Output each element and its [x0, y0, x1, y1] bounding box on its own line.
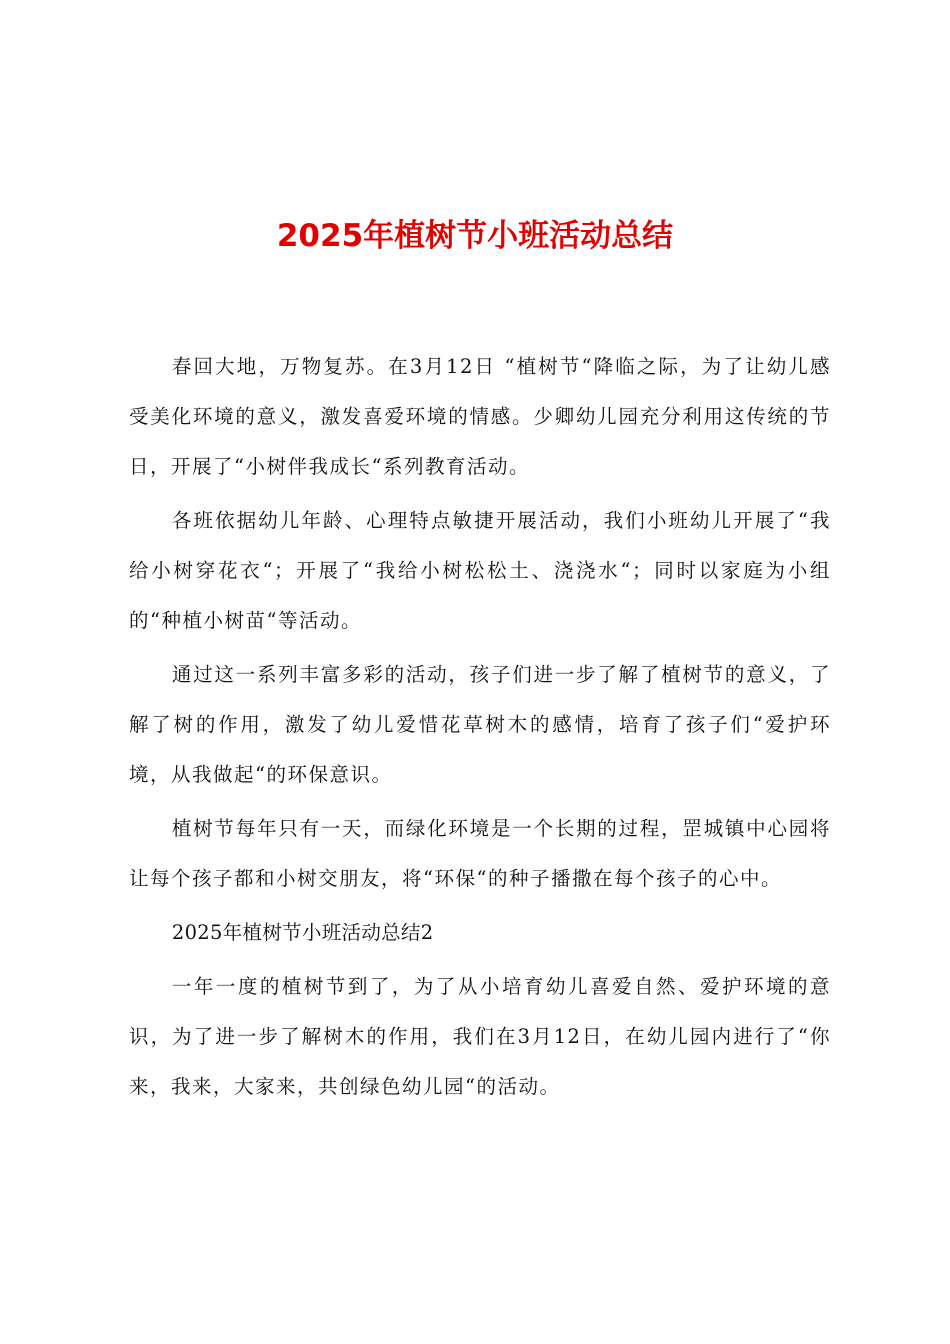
document-body — [129, 342, 831, 1116]
paragraph-intro: 春回大地，万物复苏。在3月12日 “植树节“降临之际，为了让幼儿感受美化环境的意义，激发喜爱环境的情感。少卿幼儿园充分利用这传统的节日，开展了“小树伴我成长“系列教育活动。 — [129, 355, 831, 478]
document-title: 2025年植树节小班活动总结 — [276, 218, 674, 254]
paragraph-outcomes: 通过这一系列丰富多彩的活动，孩子们进一步了解了植树节的意义，了解了树的作用，激发了幼儿爱惜花草树木的感情，培育了孩子们“爱护环境，从我做起“的环保意识。 — [129, 663, 831, 786]
paragraph-conclusion: 植树节每年只有一天，而绿化环境是一个长期的过程，罡城镇中心园将让每个孩子都和小树交朋友，将“环保“的种子播撒在每个孩子的心中。 — [129, 817, 831, 890]
section-heading-2: 2025年植树节小班活动总结2 — [171, 921, 434, 944]
paragraph-section2-intro: 一年一度的植树节到了，为了从小培育幼儿喜爱自然、爱护环境的意识，为了进一步了解树木的作用，我们在3月12日，在幼儿园内进行了“你来，我来，大家来，共创绿色幼儿园“的活动。 — [129, 975, 831, 1098]
paragraph-class-activities: 各班依据幼儿年龄、心理特点敏捷开展活动，我们小班幼儿开展了“我给小树穿花衣“；开展了“我给小树松松土、浇浇水“；同时以家庭为小组的“种植小树苗“等活动。 — [129, 509, 831, 632]
